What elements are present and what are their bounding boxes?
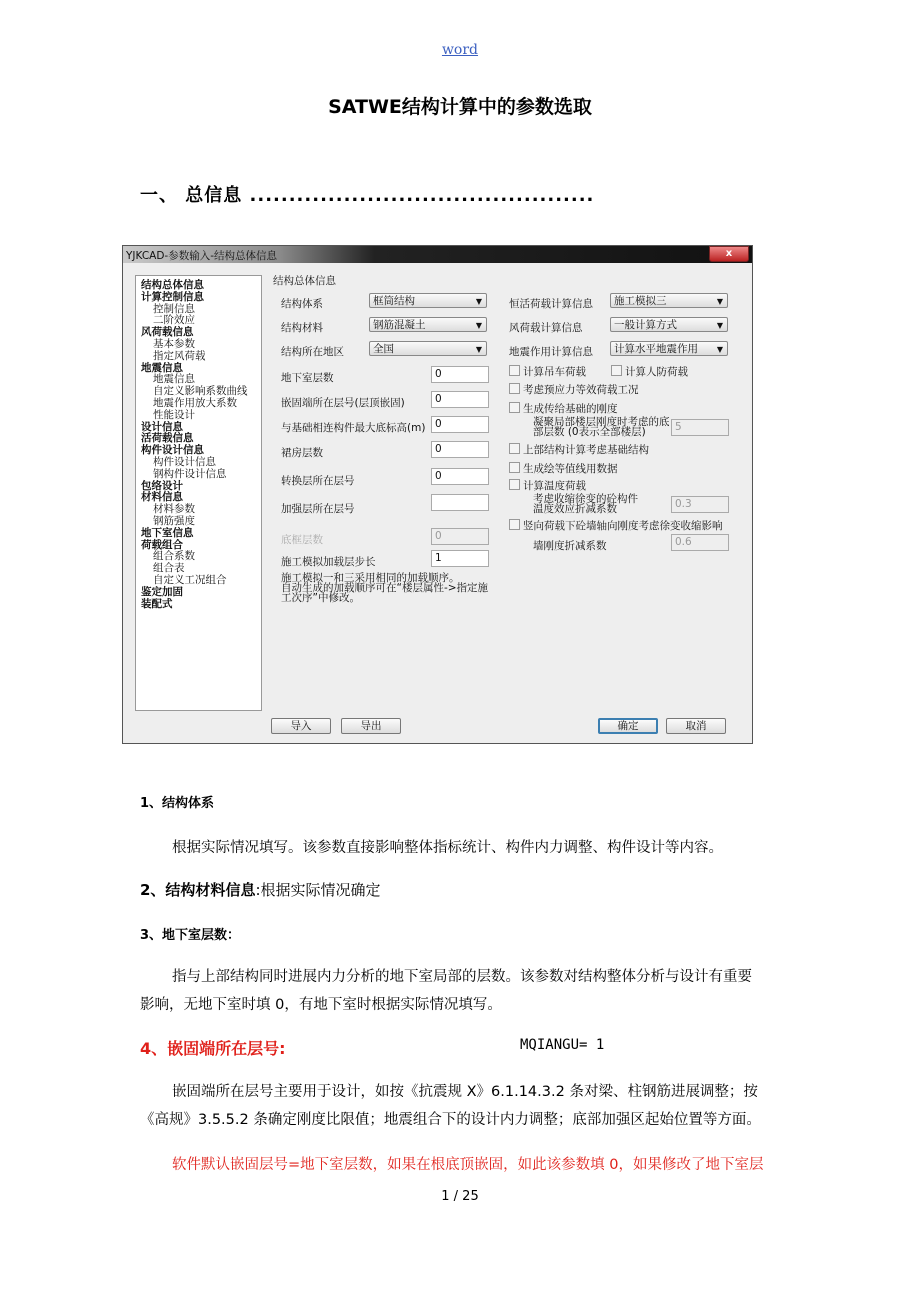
label: 部层数 (0表示全部楼层) — [533, 426, 646, 438]
dead-live-select[interactable] — [610, 293, 728, 308]
category-tree[interactable] — [135, 275, 262, 711]
tree-item[interactable]: 地震作用放大系数 — [153, 397, 237, 409]
heading-2 — [140, 879, 381, 900]
tree-item[interactable]: 设计信息 — [141, 420, 183, 433]
chevron-down-icon: ▼ — [475, 297, 482, 306]
import-button[interactable]: 导入 — [271, 718, 331, 734]
podium-input[interactable]: 0 — [431, 441, 489, 458]
tree-item[interactable]: 构件设计信息 — [153, 456, 216, 468]
civil-defense-checkbox[interactable] — [611, 364, 688, 379]
tree-item[interactable]: 地下室信息 — [141, 526, 194, 539]
checkbox-label: 计算温度荷载 — [523, 480, 586, 492]
tree-item[interactable]: 控制信息 — [153, 302, 195, 315]
ok-button[interactable]: 确定 — [598, 718, 658, 734]
label: 风荷载计算信息 — [509, 322, 583, 334]
tree-item[interactable]: 包络设计 — [141, 479, 183, 492]
contour-data-checkbox[interactable] — [509, 461, 618, 476]
region-select[interactable] — [369, 341, 487, 356]
tree-item[interactable]: 构件设计信息 — [141, 444, 204, 457]
tree-item[interactable]: 鉴定加固 — [141, 585, 183, 598]
label: 地震作用计算信息 — [509, 346, 593, 358]
note: 施工模拟一和三采用相同的加载顺序。 — [281, 572, 460, 584]
label: 墙刚度折减系数 — [533, 540, 607, 552]
paragraph: 影响，无地下室时填 0，有地下室时根据实际情况填写。 — [140, 997, 502, 1013]
tree-item[interactable]: 钢筋强度 — [153, 515, 195, 527]
paragraph: 根据实际情况填写。该参数直接影响整体指标统计、构件内力调整、构件设计等内容。 — [172, 840, 723, 856]
foundation-stiffness-checkbox[interactable] — [509, 401, 618, 416]
close-icon[interactable]: x — [709, 246, 749, 262]
select-value: 全国 — [373, 343, 394, 355]
checkbox-icon — [611, 365, 622, 376]
tree-item[interactable]: 材料信息 — [141, 491, 183, 504]
chevron-down-icon: ▼ — [716, 321, 723, 330]
checkbox-label: 考虑预应力等效荷载工况 — [523, 384, 639, 396]
upper-foundation-checkbox[interactable] — [509, 442, 649, 457]
tree-item[interactable]: 风荷载信息 — [141, 326, 194, 339]
label: 结构所在地区 — [281, 346, 344, 358]
checkbox-label: 生成绘等值线用数据 — [523, 463, 618, 475]
heading-2-rest: :根据实际情况确定 — [255, 881, 381, 899]
tree-item[interactable]: 钢构件设计信息 — [153, 467, 227, 480]
header-link[interactable]: word — [441, 42, 479, 58]
tree-item[interactable]: 荷载组合 — [141, 538, 183, 551]
tree-item[interactable]: 基本参数 — [153, 338, 195, 350]
select-value: 计算水平地震作用 — [614, 343, 698, 355]
basement-input[interactable]: 0 — [431, 366, 489, 383]
tree-item[interactable]: 自定义工况组合 — [153, 574, 227, 586]
chevron-down-icon: ▼ — [716, 345, 723, 354]
tree-item[interactable]: 计算控制信息 — [141, 290, 204, 303]
checkbox-icon — [509, 479, 520, 490]
note: 自动生成的加载顺序可在“楼层属性->指定施 — [281, 582, 489, 594]
prestress-checkbox[interactable] — [509, 382, 639, 397]
chevron-down-icon: ▼ — [716, 297, 723, 306]
crane-checkbox[interactable] — [509, 364, 586, 379]
label: 加强层所在层号 — [281, 503, 355, 515]
wind-select[interactable] — [610, 317, 728, 332]
struct-system-select[interactable] — [369, 293, 487, 308]
select-value: 施工模拟三 — [614, 295, 667, 307]
checkbox-icon — [509, 462, 520, 473]
label: 结构体系 — [281, 298, 323, 310]
heading-2-bold: 2、结构材料信息 — [140, 881, 256, 899]
page-number: 1 / 25 — [441, 1189, 479, 1204]
tree-item[interactable]: 指定风荷载 — [153, 349, 206, 362]
label: 结构材料 — [281, 322, 323, 334]
checkbox-label: 计算吊车荷载 — [523, 366, 586, 378]
paragraph-highlight: 软件默认嵌固层号=地下室层数，如果在根底顶嵌固，如此该参数填 0，如果修改了地下室层 — [172, 1157, 764, 1173]
export-button[interactable]: 导出 — [341, 718, 401, 734]
axial-stiffness-checkbox[interactable] — [509, 518, 723, 533]
note: 工次序”中修改。 — [281, 592, 360, 604]
heading-4: 4、嵌固端所在层号: — [140, 1039, 286, 1058]
tree-item[interactable]: 材料参数 — [153, 503, 195, 516]
checkbox-label: 生成传给基础的刚度 — [523, 403, 618, 415]
cancel-button[interactable]: 取消 — [666, 718, 726, 734]
tree-item[interactable]: 二阶效应 — [153, 314, 195, 327]
temperature-checkbox[interactable] — [509, 478, 586, 493]
condense-floors-input[interactable]: 5 — [671, 419, 729, 436]
parameter-code: MQIANGU= 1 — [520, 1037, 605, 1053]
tree-item[interactable]: 活荷载信息 — [141, 432, 194, 445]
dialog-title: YJKCAD-参数输入-结构总体信息 — [126, 250, 277, 262]
heading-3: 3、地下室层数： — [140, 928, 241, 943]
transfer-input[interactable]: 0 — [431, 468, 489, 485]
step-input[interactable]: 1 — [431, 550, 489, 567]
frame-floors-input[interactable]: 0 — [431, 528, 489, 545]
tree-item[interactable]: 结构总体信息 — [141, 279, 204, 291]
checkbox-label: 竖向荷载下砼墙轴向刚度考虑徐变收缩影响 — [523, 520, 723, 532]
tree-item[interactable]: 组合表 — [153, 562, 185, 575]
chevron-down-icon: ▼ — [475, 321, 482, 330]
embed-input[interactable]: 0 — [431, 391, 489, 408]
seismic-select[interactable] — [610, 341, 728, 356]
paragraph: 《高规》3.5.5.2 条确定刚度比限值；地震组合下的设计内力调整；底部加强区起始位置等方面。 — [140, 1112, 761, 1128]
select-value: 钢筋混凝土 — [373, 319, 426, 331]
checkbox-icon — [509, 383, 520, 394]
tree-item[interactable]: 组合系数 — [153, 550, 195, 563]
tree-item[interactable]: 自定义影响系数曲线 — [153, 385, 248, 398]
label: 转换层所在层号 — [281, 475, 355, 487]
section-heading: 一、 总信息 ............................................ — [140, 185, 595, 206]
label: 考虑收缩徐变的砼构件 — [533, 493, 638, 505]
label: 凝聚局部楼层刚度时考虑的底 — [533, 416, 670, 428]
heading-1: 1、结构体系 — [140, 796, 215, 811]
tree-item[interactable]: 性能设计 — [153, 408, 195, 421]
tree-item[interactable]: 地震信息 — [141, 361, 183, 374]
checkbox-icon — [509, 519, 520, 530]
checkbox-label: 计算人防荷载 — [625, 366, 688, 378]
max-elev-input[interactable]: 0 — [431, 416, 489, 433]
wall-factor-input[interactable]: 0.6 — [671, 534, 729, 551]
group-label: 结构总体信息 — [273, 275, 336, 287]
dialog-titlebar — [123, 246, 752, 263]
select-value: 框筒结构 — [373, 295, 415, 307]
label: 嵌固端所在层号(层顶嵌固) — [281, 397, 405, 409]
select-value: 一般计算方式 — [614, 319, 677, 331]
strengthen-input[interactable] — [431, 494, 489, 511]
tree-item[interactable]: 装配式 — [141, 597, 173, 610]
checkbox-icon — [509, 402, 520, 413]
checkbox-icon — [509, 443, 520, 454]
label: 地下室层数 — [281, 372, 334, 384]
checkbox-icon — [509, 365, 520, 376]
label: 底框层数 — [281, 534, 323, 546]
document-title: SATWE结构计算中的参数选取 — [328, 96, 592, 118]
settings-dialog — [122, 245, 753, 744]
paragraph: 嵌固端所在层号主要用于设计，如按《抗震规 X》6.1.14.3.2 条对梁、柱钢筋进展调整；按 — [172, 1084, 758, 1100]
label: 裙房层数 — [281, 447, 323, 459]
struct-material-select[interactable] — [369, 317, 487, 332]
label: 施工模拟加载层步长 — [281, 556, 376, 568]
tree-item[interactable]: 地震信息 — [153, 373, 195, 386]
paragraph: 指与上部结构同时进展内力分析的地下室局部的层数。该参数对结构整体分析与设计有重要 — [172, 969, 752, 985]
label: 温度效应折减系数 — [533, 503, 617, 515]
creep-factor-input[interactable]: 0.3 — [671, 496, 729, 513]
label: 与基础相连构件最大底标高(m) — [281, 422, 426, 434]
label: 恒活荷载计算信息 — [509, 298, 593, 310]
checkbox-label: 上部结构计算考虑基础结构 — [523, 444, 649, 456]
chevron-down-icon: ▼ — [475, 345, 482, 354]
